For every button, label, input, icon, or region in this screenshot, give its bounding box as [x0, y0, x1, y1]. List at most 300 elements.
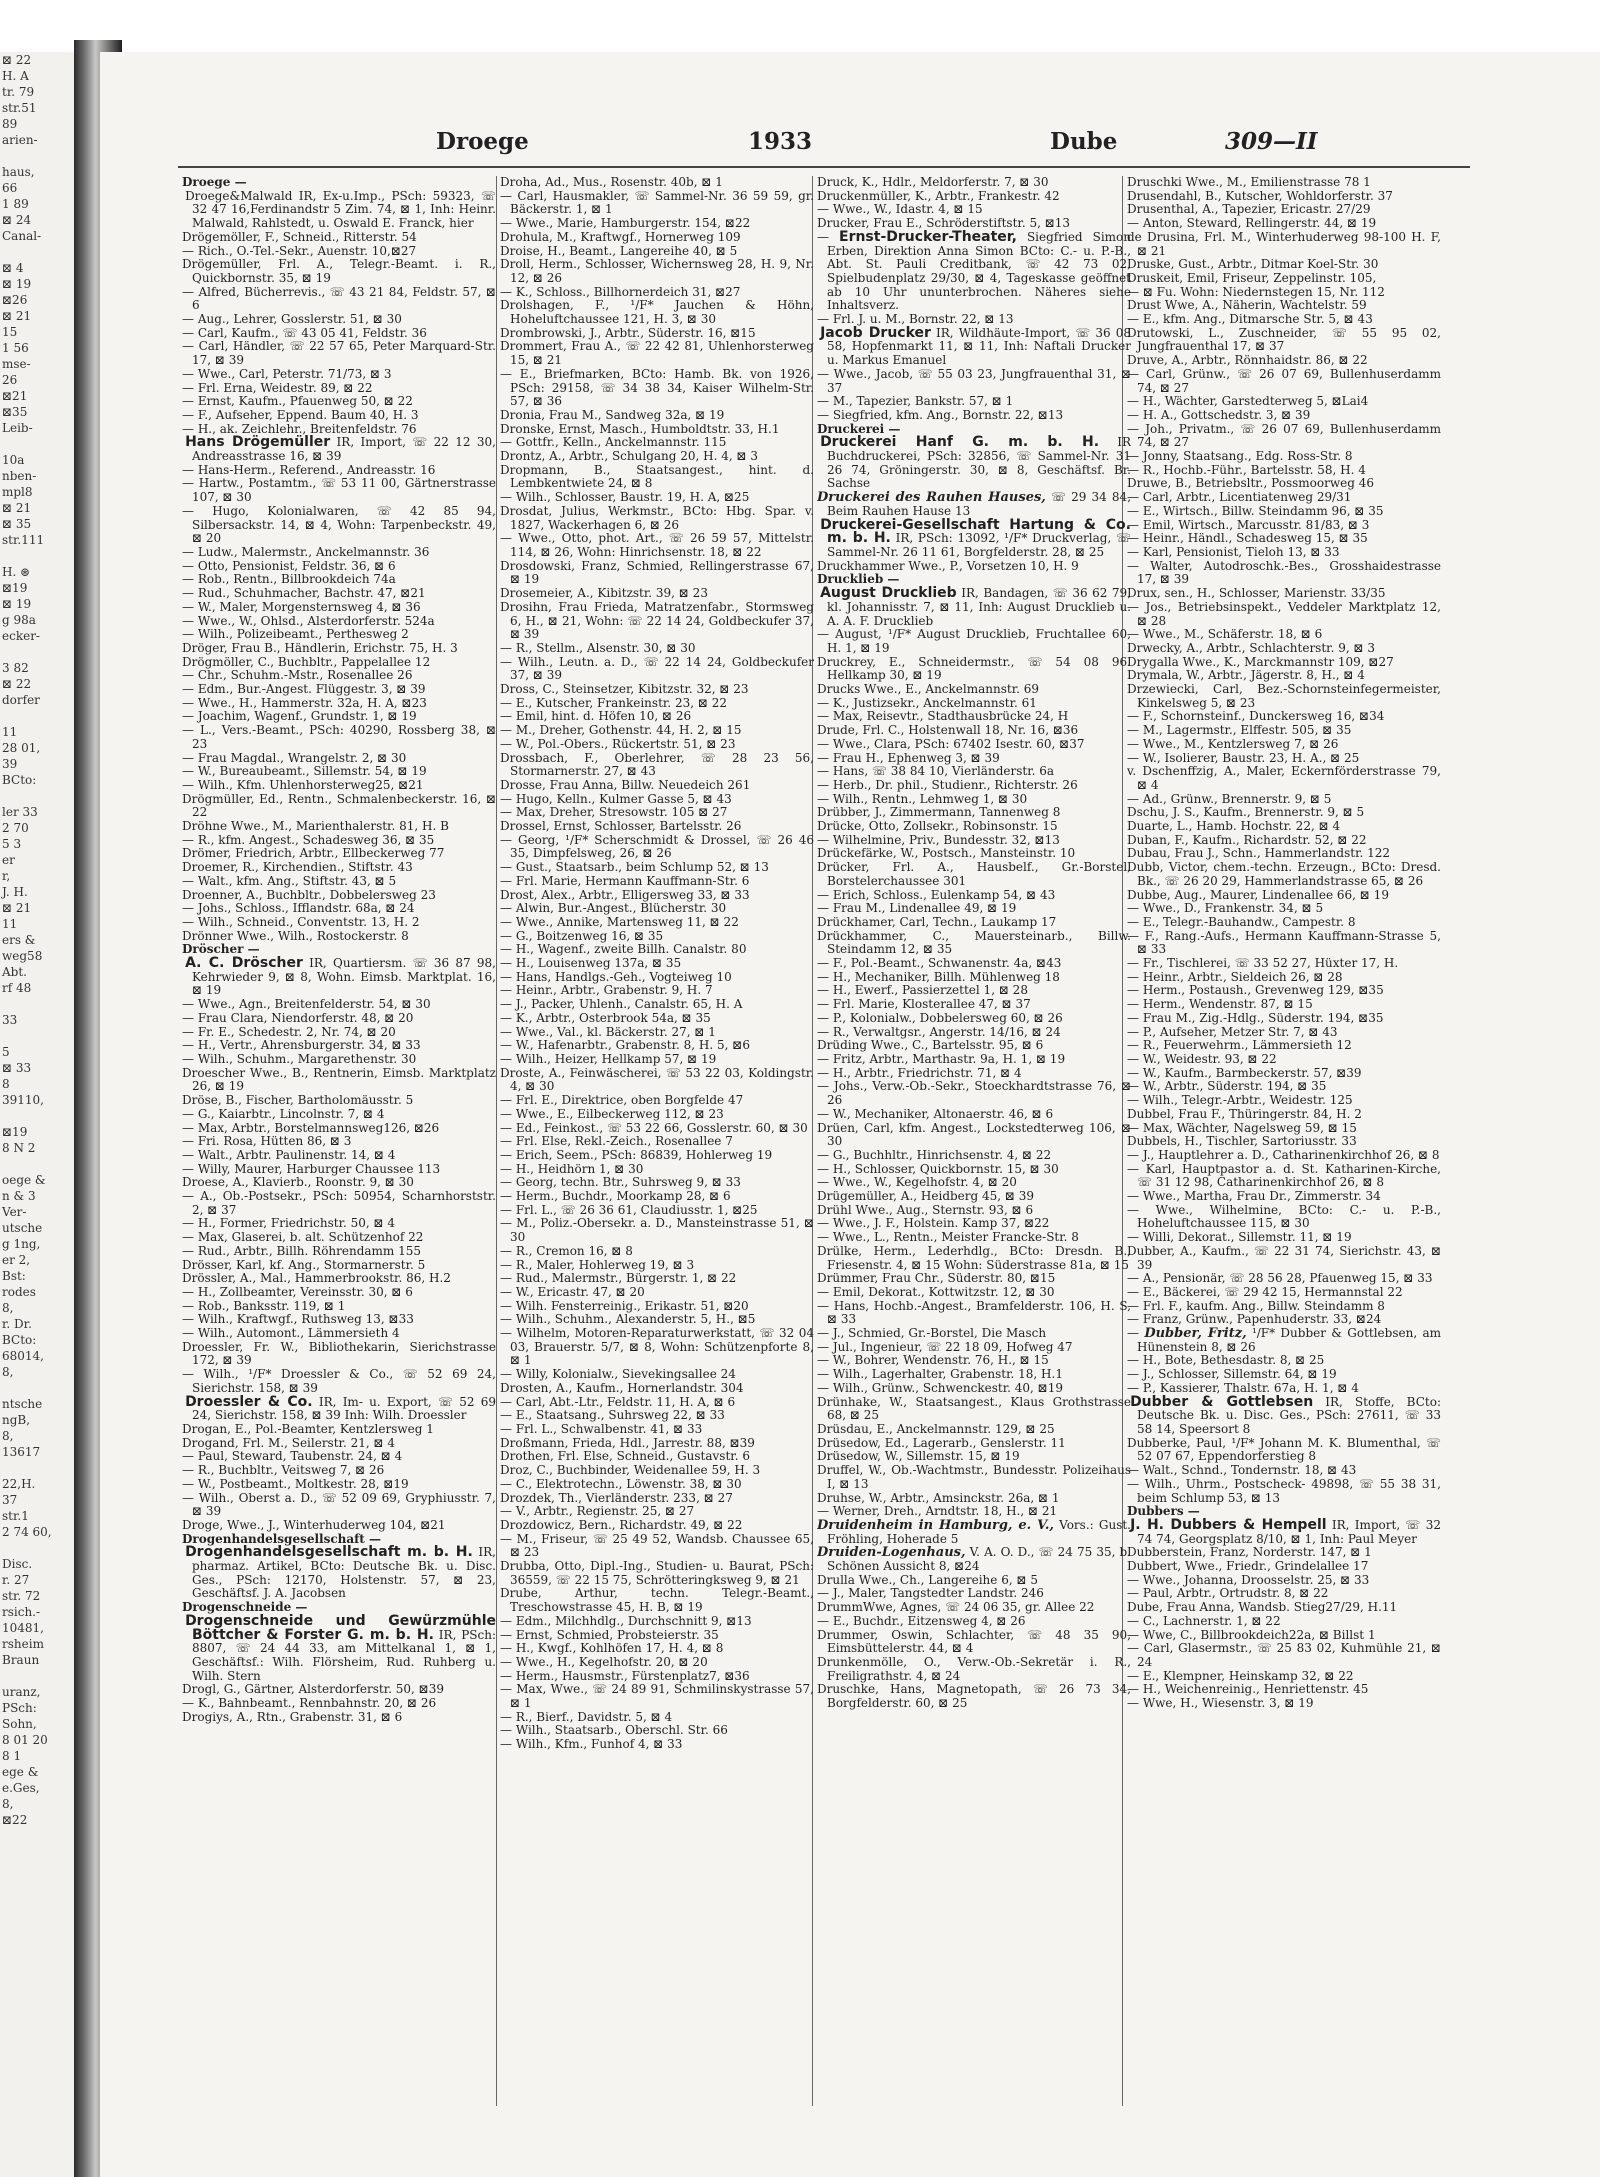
prev-page-fragment: ⊠ 33: [2, 1061, 32, 1075]
directory-entry: — Rud., Malermstr., Bürgerstr. 1, ⊠ 22: [500, 1271, 737, 1286]
directory-entry: — M., Poliz.-Obersekr. a. D., Mansteinstrasse 51, ⊠ 30: [500, 1216, 814, 1245]
prev-page-fragment: ntsche: [2, 1397, 43, 1411]
prev-page-fragment: str.1: [2, 1509, 29, 1523]
directory-entry: — Georg, techn. Btr., Suhrsweg 9, ⊠ 33: [500, 1175, 741, 1190]
prev-page-fragment: 39: [2, 757, 18, 771]
directory-entry: — Paul, Steward, Taubenstr. 24, ⊠ 4: [182, 1449, 403, 1464]
directory-entry: — Paul, Arbtr., Ortrudstr. 8, ⊠ 22: [1127, 1586, 1329, 1601]
directory-entry: — Joachim, Wagenf., Grundstr. 1, ⊠ 19: [182, 709, 417, 724]
prev-page-fragment: 10a: [2, 453, 25, 467]
directory-entry: — Frl. F., kaufm. Ang., Billw. Steindamm 8: [1127, 1298, 1385, 1313]
prev-page-fragment: weg58: [2, 949, 43, 963]
section-heading: Drogenhandelsgesellschaft —: [182, 1531, 382, 1546]
directory-entry: — H., ak. Zeichlehr., Breitenfeldstr. 76: [182, 421, 417, 436]
directory-entry: — R., Bierf., Davidstr. 5, ⊠ 4: [500, 1709, 673, 1724]
directory-entry: Drömer, Friedrich, Arbtr., Ellbeckerweg 77: [182, 846, 445, 861]
prev-page-fragment: [0, 996, 74, 1012]
directory-entry: — Herb., Dr. phil., Studienr., Richterstr. 26: [817, 777, 1078, 792]
directory-entry: — Wilh., Kraftwgf., Ruthsweg 13, ⊠33: [182, 1312, 414, 1327]
directory-entry: Droege&Malwald IR, Ex-u.Imp., PSch: 59323, ☏ 32 47 16,Ferdinandstr 5 Zim. 74, ⊠ 1, Inh: Heinr. Malwald, Rahlstedt, u. Oswald E. Franck, hier: [185, 188, 496, 231]
firm-name: Druckerei-Gesellschaft Hartung & Co. m. b. H.: [820, 516, 1131, 547]
directory-entry: Drost, Alex., Arbtr., Elligersweg 33, ⊠ 33: [500, 887, 750, 902]
directory-entry: Drückhamer, Carl, Techn., Laukamp 17: [817, 914, 1057, 929]
prev-page-fragment: e.Ges,: [2, 1781, 40, 1795]
prev-page-fragment: PSch:: [2, 1701, 37, 1715]
directory-entry: — Walter, Autodroschk.-Bes., Grosshaidestrasse 17, ⊠ 39: [1127, 558, 1441, 587]
directory-entry: — Heinr., Arbtr., Grabenstr. 9, H. 7: [500, 983, 713, 998]
prev-page-fragment: BCto:: [2, 773, 37, 787]
firm-name: Hans Drögemüller: [185, 434, 331, 451]
directory-entry: — Wilh., Uhrm., Postscheck- 49898, ☏ 55 38 31, beim Schlump 53, ⊠ 13: [1127, 1476, 1441, 1505]
directory-entry: Droßmann, Frieda, Hdl., Jarrestr. 88, ⊠39: [500, 1435, 755, 1450]
directory-entry: — Gottfr., Kelln., Anckelmannstr. 115: [500, 435, 727, 450]
directory-entry: Drüding Wwe., C., Bartelsstr. 95, ⊠ 6: [817, 1038, 1044, 1053]
prev-page-fragment: r. 27: [2, 1573, 30, 1587]
prev-page-fragment: 8,: [2, 1429, 14, 1443]
prev-page-fragment: str.111: [2, 533, 45, 547]
directory-entry: — Wwe., Johanna, Droosselstr. 25, ⊠ 33: [1127, 1572, 1370, 1587]
directory-entry: — Fri. Rosa, Hütten 86, ⊠ 3: [182, 1134, 352, 1149]
prev-page-fragment: rf 48: [2, 981, 32, 995]
directory-entry: — G., Buchhltr., Hinrichsenstr. 4, ⊠ 22: [817, 1147, 1052, 1162]
directory-entry: — Johs., Verw.-Ob.-Sekr., Stoeckhardtstrasse 76, ⊠ 26: [817, 1079, 1131, 1108]
directory-entry: — Gust., Staatsarb., beim Schlump 52, ⊠ 13: [500, 860, 769, 875]
directory-entry: — Karl, Hauptpastor a. d. St. Katharinen-Kirche, ☏ 31 12 98, Catharinenkirchhof 26, ⊠ 8: [1127, 1161, 1441, 1190]
directory-entry: — A., Pensionär, ☏ 28 56 28, Pfauenweg 15, ⊠ 33: [1127, 1271, 1433, 1286]
prev-page-fragment: Ver-: [2, 1205, 27, 1219]
directory-entry: Drüsdau, E., Anckelmannstr. 129, ⊠ 25: [817, 1421, 1055, 1436]
directory-entry: Droessler, Fr. W., Bibliothekarin, Sierichstrasse 172, ⊠ 39: [182, 1339, 496, 1368]
directory-entry: — Willy, Maurer, Harburger Chaussee 113: [182, 1161, 441, 1176]
directory-entry: — Werner, Dreh., Arndtstr. 18, H., ⊠ 21: [817, 1504, 1058, 1519]
directory-entry: — Emil, Wirtsch., Marcusstr. 81/83, ⊠ 3: [1127, 517, 1370, 532]
directory-entry: — Otto, Pensionist, Feldstr. 36, ⊠ 6: [182, 558, 396, 573]
directory-entry: — Jos., Betriebsinspekt., Veddeler Marktplatz 12, ⊠ 28: [1127, 599, 1441, 628]
directory-entry: Druckhammer Wwe., P., Vorsetzen 10, H. 9: [817, 558, 1079, 573]
directory-entry: — W., Isolierer, Baustr. 23, H. A., ⊠ 25: [1127, 750, 1360, 765]
directory-entry: — Wilh., Automont., Lämmersieth 4: [182, 1326, 400, 1341]
prev-page-fragment: tr. 79: [2, 85, 35, 99]
prev-page-fragment: BCto:: [2, 1333, 37, 1347]
prev-page-fragment: ⊠26: [2, 293, 28, 307]
directory-entry: — Wilh., Kfm. Uhlenhorsterweg25, ⊠21: [182, 777, 424, 792]
directory-entry: — Wwe., E., Eilbeckerweg 112, ⊠ 23: [500, 1106, 724, 1121]
directory-entry: Drogiys, A., Rtn., Grabenstr. 31, ⊠ 6: [182, 1709, 403, 1724]
directory-entry: — Frl. E., Direktrice, oben Borgfelde 47: [500, 1093, 744, 1108]
directory-entry: Druhse, W., Arbtr., Amsinckstr. 26a, ⊠ 1: [817, 1490, 1060, 1505]
directory-entry: Druckerei des Rauhen Hauses, ☏ 29 34 84, Beim Rauhen Hause 13: [817, 490, 1131, 518]
directory-entry: — Hans, ☏ 38 84 10, Vierländerstr. 6a: [817, 764, 1055, 779]
directory-entry: Droescher Wwe., B., Rentnerin, Eimsb. Marktplatz 26, ⊠ 19: [182, 1065, 496, 1094]
directory-entry: — ⊠ Fu. Wohn: Niedernstegen 15, Nr. 112: [1127, 284, 1385, 299]
prev-page-fragment: er: [2, 853, 15, 867]
directory-entry: Droha, Ad., Mus., Rosenstr. 40b, ⊠ 1: [500, 176, 723, 189]
prev-page-fragment: [0, 548, 74, 564]
directory-entry: — Wwe., Martha, Frau Dr., Zimmerstr. 34: [1127, 1189, 1381, 1204]
prev-page-fragment: ⊠ 19: [2, 277, 32, 291]
directory-entry: Drückhammer, C., Mauersteinarb., Billw. Steindamm 12, ⊠ 35: [817, 928, 1131, 957]
directory-entry: — J., Maler, Tangstedter Landstr. 246: [817, 1586, 1044, 1601]
directory-entry: — Frau M., Lindenallee 49, ⊠ 19: [817, 901, 1017, 916]
directory-entry: Dronske, Ernst, Masch., Humboldtstr. 33, H.1: [500, 421, 780, 436]
directory-entry: — F., Rang.-Aufs., Hermann Kauffmann-Strasse 5, ⊠ 33: [1127, 928, 1441, 957]
directory-entry: — Erich, Seem., PSch: 86839, Hohlerweg 19: [500, 1147, 773, 1162]
directory-entry: Drössler, A., Mal., Hammerbrookstr. 86, H.2: [182, 1271, 451, 1286]
directory-entry: — Wilh., Leutn. a. D., ☏ 22 14 24, Goldbeckufer 37, ⊠ 39: [500, 654, 814, 683]
directory-entry: — Hans-Herm., Referend., Andreasstr. 16: [182, 462, 436, 477]
directory-entry: — W., Hafenarbtr., Grabenstr. 8, H. 5, ⊠6: [500, 1038, 750, 1053]
directory-entry: de Drusina, Frl. M., Winterhuderweg 98-100 H. F, ⊠ 21: [1127, 229, 1441, 258]
directory-entry: — V., Arbtr., Regienstr. 25, ⊠ 27: [500, 1504, 695, 1519]
firm-name: August Drucklieb: [820, 585, 957, 602]
directory-entry: Drux, sen., H., Schlosser, Marienstr. 33/35: [1127, 586, 1386, 601]
directory-entry: — Frl. Else, Rekl.-Zeich., Rosenallee 7: [500, 1134, 733, 1149]
directory-entry: — Hugo, Kolonialwaren, ☏ 42 85 94, Silbersackstr. 14, ⊠ 4, Wohn: Tarpenbeckstr. 49, ⊠ 20: [182, 503, 496, 546]
directory-entry: — J., Schmied, Gr.-Borstel, Die Masch: [817, 1326, 1047, 1341]
directory-entry: — Carl, Arbtr., Licentiatenweg 29/31: [1127, 490, 1352, 505]
directory-entry: — Herm., Wendenstr. 87, ⊠ 15: [1127, 997, 1313, 1012]
prev-page-fragment: 3 82: [2, 661, 29, 675]
directory-entry: — Rud., Arbtr., Billh. Röhrendamm 155: [182, 1243, 422, 1258]
directory-entry: — M., Tapezier, Bankstr. 57, ⊠ 1: [817, 394, 1014, 409]
directory-entry: Dubber & Gottlebsen IR, Stoffe, BCto: Deutsche Bk. u. Disc. Ges., PSch: 27611, ☏ 33 58 14, Speersort 8: [1130, 1393, 1441, 1436]
prev-page-fragment: uranz,: [2, 1685, 41, 1699]
directory-entry: — Chr., Schuhm.-Mstr., Rosenallee 26: [182, 668, 413, 683]
directory-entry: — F., Pol.-Beamt., Schwanenstr. 4a, ⊠43: [817, 956, 1062, 971]
directory-entry: Druschke, Hans, Magnetopath, ☏ 26 73 34, Borgfelderstr. 60, ⊠ 25: [817, 1682, 1131, 1711]
prev-page-fragment: 1 89: [2, 197, 29, 211]
directory-entry: Drögmüller, Ed., Rentn., Schmalenbeckerstr. 16, ⊠ 22: [182, 791, 496, 820]
directory-entry: Dross, C., Steinsetzer, Kibitzstr. 32, ⊠ 23: [500, 682, 749, 697]
directory-entry: Drontz, A., Arbtr., Schulgang 20, H. 4, ⊠ 3: [500, 449, 759, 464]
directory-entry: — Max, Dreher, Stresowstr. 105 ⊠ 27: [500, 805, 728, 820]
directory-entry: — W., Maler, Morgensternsweg 4, ⊠ 36: [182, 599, 421, 614]
directory-entry: — Wilh. Fensterreinig., Erikastr. 51, ⊠20: [500, 1298, 749, 1313]
directory-entry: — H., Louisenweg 137a, ⊠ 35: [500, 956, 682, 971]
directory-entry: — Wilh., Schuhm., Margarethenstr. 30: [182, 1052, 417, 1066]
prev-page-fragment: [0, 708, 74, 724]
directory-entry: — R., Hochb.-Führ., Bartelsstr. 58, H. 4: [1127, 462, 1366, 477]
directory-entry: — Heinr., Händl., Schadesweg 15, ⊠ 35: [1127, 531, 1368, 546]
prev-page-fragment: 8 1: [2, 1749, 22, 1763]
directory-entry: Drogenschneide und Gewürzmühle Böttcher & Forster G. m. b. H. IR, PSch: 8807, ☏ 24 44 33, am Mittelkanal 1, ⊠ 1, Geschäftsf.: Wilh. Flörsheim, Rud. Ruhberg u. Wilh. Stern: [185, 1612, 496, 1683]
directory-entry: — Carl, Händler, ☏ 22 57 65, Peter Marquard-Str. 17, ⊠ 39: [182, 339, 496, 368]
directory-entry: Drüen, Carl, kfm. Angest., Lockstedterweg 106, ⊠ 30: [817, 1120, 1131, 1149]
directory-entry: — E., Staatsang., Suhrsweg 22, ⊠ 33: [500, 1408, 725, 1423]
prev-page-fragment: 8,: [2, 1301, 14, 1315]
directory-entry: — Herm., Buchdr., Moorkamp 28, ⊠ 6: [500, 1189, 731, 1204]
prev-page-fragment: [0, 1028, 74, 1044]
directory-entry: Dschu, J. S., Kaufm., Brennerstr. 9, ⊠ 5: [1127, 805, 1365, 820]
directory-entry: — Carl, Grünw., ☏ 26 07 69, Bullenhuserdamm 74, ⊠ 27: [1127, 366, 1441, 395]
directory-entry: — W., Kaufm., Barmbeckerstr. 57, ⊠39: [1127, 1065, 1362, 1080]
directory-entry: Drutowski, L., Zuschneider, ☏ 55 95 02, Jungfrauenthal 17, ⊠ 37: [1127, 325, 1441, 354]
directory-entry: — F., Aufseher, Eppend. Baum 40, H. 3: [182, 407, 419, 422]
page-header: [180, 128, 1560, 164]
prev-page-fragment: n & 3: [2, 1189, 36, 1203]
directory-entry: Druffel, W., Ob.-Wachtmstr., Bundesstr. Polizeihaus I, ⊠ 13: [817, 1463, 1131, 1491]
directory-entry: Droenner, A., Buchbltr., Dobbelersweg 23: [182, 887, 436, 902]
directory-entry: — Frl. J. u. M., Bornstr. 22, ⊠ 13: [817, 312, 1014, 327]
prev-page-fragment: Leib-: [2, 421, 33, 435]
directory-entry: — H., Wächter, Garstedterweg 5, ⊠Lai4: [1127, 394, 1369, 409]
prev-page-fragment: [0, 788, 74, 804]
section-heading: Dröscher —: [182, 942, 260, 957]
directory-entry: Droz, C., Buchbinder, Weidenallee 59, H. 3: [500, 1463, 761, 1478]
directory-entry: — Wwe., L., Rentn., Meister Francke-Str. 8: [817, 1230, 1079, 1245]
directory-entry: — Hans, Hochb.-Angest., Bramfelderstr. 106, H. S, ⊠ 33: [817, 1298, 1131, 1327]
firm-name: A. C. Dröscher: [185, 955, 303, 972]
directory-entry: — Wwe., M., Schäferstr. 18, ⊠ 6: [1127, 627, 1323, 642]
directory-entry: J. H. Dubbers & Hempell IR, Import, ☏ 32 74 74, Georgsplatz 8/10, ⊠ 1, Inh: Paul Meyer: [1130, 1516, 1441, 1546]
directory-entry: Drummer, Oswin, Schlachter, ☏ 48 35 90, Eimsbüttelerstr. 44, ⊠ 4: [817, 1627, 1131, 1656]
directory-entry: — Fritz, Arbtr., Marthastr. 9a, H. 1, ⊠ 19: [817, 1052, 1066, 1066]
prev-page-fragment: [0, 436, 74, 452]
prev-page-fragment: ⊠ 22: [2, 677, 32, 691]
prev-page-fragment: ⊠ 21: [2, 901, 32, 915]
directory-entry: Drozdowicz, Bern., Richardstr. 49, ⊠ 22: [500, 1517, 743, 1532]
directory-entry: — Wilhelmine, Priv., Bundesstr. 32, ⊠13: [817, 832, 1060, 847]
directory-entry: — R., kfm. Angest., Schadesweg 36, ⊠ 35: [182, 832, 435, 847]
directory-entry: — Alwin, Bur.-Angest., Blücherstr. 30: [500, 901, 727, 916]
prev-page-fragment: ⊠ 4: [2, 261, 24, 275]
firm-name: Droessler & Co.: [185, 1393, 313, 1410]
directory-entry: Droge, Wwe., J., Winterhuderweg 104, ⊠21: [182, 1517, 446, 1532]
directory-entry: Duarte, L., Hamb. Hochstr. 22, ⊠ 4: [1127, 819, 1341, 834]
directory-entry: — A., Ob.-Postsekr., PSch: 50954, Scharnhorststr. 2, ⊠ 37: [182, 1189, 496, 1217]
directory-entry: — Georg, ¹/F* Scherschmidt & Drossel, ☏ 26 46 35, Dimpfelsweg, 26, ⊠ 26: [500, 832, 814, 861]
directory-entry: A. C. Dröscher IR, Quartiersm. ☏ 36 87 98, Kehrwieder 9, ⊠ 8, Wohn. Eimsb. Marktplat. 16, ⊠ 19: [185, 955, 496, 998]
prev-page-fragment: ⊠ 19: [2, 597, 32, 611]
directory-entry: Druske, Gust., Arbtr., Ditmar Koel-Str. 30: [1127, 257, 1379, 272]
prev-page-fragment: 8: [2, 1077, 10, 1091]
directory-entry: Druskeit, Emil, Friseur, Zeppelinstr. 105,: [1127, 270, 1377, 285]
directory-entry: — H., Mechaniker, Billh. Mühlenweg 18: [817, 969, 1060, 984]
directory-entry: — Carl, Hausmakler, ☏ Sammel-Nr. 36 59 59, gr. Bäckerstr. 1, ⊠ 1: [500, 188, 814, 217]
directory-entry: Dubbel, Frau F., Thüringerstr. 84, H. 2: [1127, 1106, 1362, 1121]
directory-entry: Dubb, Victor, chem.-techn. Erzeugn., BCto: Dresd. Bk., ☏ 26 20 29, Hammerlandstrasse 65, ⊠ 26: [1127, 860, 1441, 888]
directory-entry: Drosdowski, Franz, Schmied, Rellingerstrasse 67, ⊠ 19: [500, 558, 814, 587]
directory-entry: Droemer, R., Kirchendien., Stiftstr. 43: [182, 860, 413, 875]
directory-entry: Duban, F., Kaufm., Richardstr. 52, ⊠ 22: [1127, 832, 1367, 847]
prev-page-fragment: mpl8: [2, 485, 33, 499]
previous-page-edge: [0, 52, 74, 2177]
directory-entry: — G., Boitzenweg 16, ⊠ 35: [500, 928, 664, 943]
prev-page-fragment: mse-: [2, 357, 31, 371]
section-heading: Dubbers —: [1127, 1504, 1200, 1519]
directory-entry: — Wilh., Lagerhalter, Grabenstr. 18, H.1: [817, 1367, 1063, 1382]
directory-entry: Dubau, Frau J., Schn., Hammerlandstr. 122: [1127, 846, 1391, 861]
directory-entry: Droll, Herm., Schlosser, Wichernsweg 28, H. 9, Nr. 12, ⊠ 26: [500, 257, 814, 285]
featured-name: Druiden-Logenhaus,: [817, 1545, 966, 1561]
directory-entry: Drübber, J., Zimmermann, Tannenweg 8: [817, 805, 1061, 820]
directory-entry: Drögemüller, Frl. A., Telegr.-Beamt. i. R., Quickbornstr. 35, ⊠ 19: [182, 257, 496, 285]
directory-entry: Dropmann, B., Staatsangest., hint. d. Lembkentwiete 24, ⊠ 8: [500, 462, 814, 491]
directory-entry: Drückefärke, W., Postsch., Mansteinstr. 10: [817, 846, 1076, 861]
directory-entry: — Edm., Milchhdlg., Durchschnitt 9, ⊠13: [500, 1613, 752, 1628]
directory-entry: — E., Briefmarken, BCto: Hamb. Bk. von 1926, PSch: 29158, ☏ 34 38 34, Kaiser Wilhelm-Str. 57, ⊠ 36: [500, 366, 814, 409]
directory-entry: — Wwe., Carl, Peterstr. 71/73, ⊠ 3: [182, 366, 392, 381]
directory-entry: — Willy, Kolonialw., Sievekingsallee 24: [500, 1367, 736, 1382]
prev-page-fragment: ers &: [2, 933, 36, 947]
prev-page-fragment: 39110,: [2, 1093, 44, 1107]
directory-entry: Drzewiecki, Carl, Bez.-Schornsteinfegermeister, Kinkelsweg 5, ⊠ 23: [1127, 682, 1441, 710]
directory-entry: Dubberke, Paul, ¹/F* Johann M. K. Blumenthal, ☏ 52 07 67, Eppendorferstieg 8: [1127, 1435, 1441, 1464]
directory-entry: — Siegfried, kfm. Ang., Bornstr. 22, ⊠13: [817, 407, 1064, 422]
directory-entry: — Fr. E., Schedestr. 2, Nr. 74, ⊠ 20: [182, 1024, 396, 1039]
directory-entry: — M., Dreher, Gothenstr. 44, H. 2, ⊠ 15: [500, 723, 742, 738]
directory-entry: — Heinr., Arbtr., Sieldeich 26, ⊠ 28: [1127, 969, 1343, 984]
directory-entry: — Wwe., Clara, PSch: 67402 Isestr. 60, ⊠37: [817, 736, 1085, 751]
directory-entry: Drülke, Herm., Lederhdlg., BCto: Dresdn. B., Friesenstr. 4, ⊠ 15 Wohn: Süderstrasse 81a, ⊠ 15: [817, 1243, 1131, 1272]
prev-page-fragment: [0, 148, 74, 164]
directory-entry: — Emil, Dekorat., Kottwitzstr. 12, ⊠ 30: [817, 1284, 1055, 1299]
directory-entry: Druve, A., Arbtr., Rönnhaidstr. 86, ⊠ 22: [1127, 353, 1368, 368]
directory-entry: — Wwe., Annike, Martensweg 11, ⊠ 22: [500, 914, 739, 929]
directory-entry: — M., Lagermstr., Elffestr. 505, ⊠ 35: [1127, 723, 1352, 738]
directory-entry: — H., Bote, Bethesdastr. 8, ⊠ 25: [1127, 1353, 1325, 1368]
prev-page-fragment: 11: [2, 917, 18, 931]
prev-page-fragment: Sohn,: [2, 1717, 37, 1731]
directory-entry: — R., Verwaltgsr., Angerstr. 14/16, ⊠ 24: [817, 1024, 1061, 1039]
directory-entry: Drogenhandelsgesellschaft m. b. H. IR, pharmaz. Artikel, BCto: Deutsche Bk. u. Disc. Ges., PSch: 12170, Holstenstr. 57, ⊠ 23, Geschäftsf. J. A. Jacobsen: [185, 1544, 496, 1601]
directory-entry: Dröhne Wwe., M., Marienthalerstr. 81, H. B: [182, 819, 449, 834]
directory-entry: Drosihn, Frau Frieda, Matratzenfabr., Stormsweg 6, H., ⊠ 21, Wohn: ☏ 22 14 24, Goldbeckufer 37, ⊠ 39: [500, 599, 814, 642]
directory-entry: — Rob., Banksstr. 119, ⊠ 1: [182, 1298, 346, 1313]
directory-entry: — Walt., kfm. Ang., Stiftstr. 43, ⊠ 5: [182, 873, 397, 888]
directory-entry: — H., Wagenf., zweite Billh. Canalstr. 80: [500, 942, 747, 957]
prev-page-fragment: 10481,: [2, 1621, 44, 1635]
directory-entry: — W., Weidestr. 93, ⊠ 22: [1127, 1052, 1277, 1066]
prev-page-fragment: ⊠ 21: [2, 501, 32, 515]
directory-entry: — Ernst, Kaufm., Pfauenweg 50, ⊠ 22: [182, 394, 413, 409]
directory-entry: Drusenthal, A., Tapezier, Ericastr. 27/29: [1127, 202, 1371, 217]
directory-entry: — E., kfm. Ang., Ditmarsche Str. 5, ⊠ 43: [1127, 312, 1373, 327]
directory-entry: Drosse, Frau Anna, Billw. Neuedeich 261: [500, 777, 751, 792]
prev-page-fragment: 89: [2, 117, 18, 131]
firm-name: J. H. Dubbers & Hempell: [1130, 1516, 1327, 1533]
prev-page-fragment: ⊠19: [2, 581, 28, 595]
directory-entry: — W., Postbeamt., Moltkestr. 28, ⊠19: [182, 1476, 409, 1491]
directory-entry: Drosemeier, A., Kibitzstr. 39, ⊠ 23: [500, 586, 708, 601]
directory-entry: — Herm., Postaush., Grevenweg 129, ⊠35: [1127, 983, 1384, 998]
directory-entry: — P., Aufseher, Metzer Str. 7, ⊠ 43: [1127, 1024, 1338, 1039]
directory-entry: Dubberstein, Franz, Norderstr. 147, ⊠ 1: [1127, 1545, 1372, 1560]
prev-page-fragment: Braun: [2, 1653, 40, 1667]
directory-entry: — Wwe., M., Kentzlersweg 7, ⊠ 26: [1127, 736, 1339, 751]
directory-entry: Dronia, Frau M., Sandweg 32a, ⊠ 19: [500, 407, 725, 422]
header-page-number: 309—II: [1225, 128, 1318, 155]
header-last-name: Dube: [1050, 128, 1118, 155]
directory-entry: — Max, Wächter, Nagelsweg 59, ⊠ 15: [1127, 1120, 1357, 1135]
prev-page-fragment: ege &: [2, 1765, 39, 1779]
directory-entry: Drogl, G., Gärtner, Alsterdorferstr. 50, ⊠39: [182, 1682, 445, 1697]
prev-page-fragment: [0, 1668, 74, 1684]
prev-page-fragment: rodes: [2, 1285, 36, 1299]
directory-entry: — Dubber, Fritz, ¹/F* Dubber & Gottlebsen, am Hünenstein 8, ⊠ 26: [1127, 1326, 1441, 1354]
directory-entry: Drönner Wwe., Wilh., Rostockerstr. 8: [182, 928, 409, 943]
directory-entry: — Ludw., Malermstr., Anckelmannstr. 36: [182, 544, 430, 559]
directory-entry: Drygalla Wwe., K., Marckmannstr 109, ⊠27: [1127, 654, 1394, 669]
prev-page-fragment: H. A: [2, 69, 29, 83]
directory-entry: — H., Vertr., Ahrensburgerstr. 34, ⊠ 33: [182, 1038, 421, 1053]
directory-entry: Drusendahl, B., Kutscher, Wohldorferstr. 37: [1127, 188, 1393, 203]
prev-page-fragment: [0, 1460, 74, 1476]
prev-page-fragment: er 2,: [2, 1253, 31, 1267]
prev-page-fragment: ⊠ 24: [2, 213, 32, 227]
directory-entry: — Alfred, Bücherrevis., ☏ 43 21 84, Feldstr. 57, ⊠ 6: [182, 284, 496, 313]
directory-entry: Druck, K., Hdlr., Meldorferstr. 7, ⊠ 30: [817, 176, 1049, 189]
header-first-name: Droege: [436, 128, 529, 155]
directory-entry: Hans Drögemüller IR, Import, ☏ 22 12 30, Andreasstrasse 16, ⊠ 39: [185, 434, 496, 464]
directory-entry: — H., Weichenreinig., Henriettenstr. 45: [1127, 1682, 1369, 1697]
directory-entry: — Max, Arbtr., Borstelmannsweg126, ⊠26: [182, 1120, 440, 1135]
directory-entry: — Wilh., Telegr.-Arbtr., Weidestr. 125: [1127, 1093, 1353, 1108]
directory-entry: — J., Packer, Uhlenh., Canalstr. 65, H. A: [500, 997, 743, 1012]
directory-entry: — Jul., Ingenieur, ☏ 22 18 09, Hofweg 47: [817, 1339, 1073, 1354]
directory-entry: — Edm., Bur.-Angest. Flüggestr. 3, ⊠ 39: [182, 682, 426, 697]
directory-entry: — Johs., Schloss., Ifflandstr. 68a, ⊠ 24: [182, 901, 415, 916]
directory-entry: — Wilh., Oberst a. D., ☏ 52 09 69, Gryphiusstr. 7, ⊠ 39: [182, 1490, 496, 1519]
directory-entry: — K., Schloss., Billhornerdeich 31, ⊠27: [500, 284, 741, 299]
prev-page-fragment: H. ⊛: [2, 565, 31, 579]
directory-entry: Druckerei Hanf G. m. b. H. IR Buchdruckerei, PSch: 32856, ☏ Sammel-Nr. 31 26 74, Gröningerstr. 30, ⊠ 8, Geschäftsf. Br. Sachse: [820, 434, 1131, 491]
directory-entry: — Wilh., Staatsarb., Oberschl. Str. 66: [500, 1723, 728, 1738]
prev-page-fragment: ecker-: [2, 629, 40, 643]
directory-entry: — H. A., Gottschedstr. 3, ⊠ 39: [1127, 407, 1311, 422]
directory-entry: — L., Vers.-Beamt., PSch: 40290, Rossberg 38, ⊠ 23: [182, 723, 496, 751]
directory-entry: — Ed., Feinkost., ☏ 53 22 66, Gosslerstr. 60, ⊠ 30: [500, 1120, 808, 1135]
directory-entry: — C., Lachnerstr. 1, ⊠ 22: [1127, 1613, 1281, 1628]
directory-entry: Drümmer, Frau Chr., Süderstr. 80, ⊠15: [817, 1271, 1056, 1286]
directory-entry: — Hugo, Kelln., Kulmer Gasse 5, ⊠ 43: [500, 791, 732, 806]
directory-entry: — E., Telegr.-Bauhandw., Campestr. 8: [1127, 914, 1356, 929]
directory-entry: — R., Stellm., Alsenstr. 30, ⊠ 30: [500, 640, 696, 655]
directory-entry: v. Dschenffzig, A., Maler, Eckernförderstrasse 79, ⊠ 4: [1127, 764, 1441, 792]
directory-entry: Droessler & Co. IR, Im- u. Export, ☏ 52 69 24, Sierichstr. 158, ⊠ 39 Inh: Wilh. Droessler: [185, 1393, 496, 1423]
directory-entry: — E., Klempner, Heinskamp 32, ⊠ 22: [1127, 1668, 1354, 1683]
directory-entry: Drulla Wwe., Ch., Langereihe 6, ⊠ 5: [817, 1572, 1038, 1587]
prev-page-fragment: 66: [2, 181, 18, 195]
directory-entry: Drossbach, F., Oberlehrer, ☏ 28 23 56, Stormarnerstr. 27, ⊠ 43: [500, 750, 814, 779]
directory-entry: — Fr., Tischlerei, ☏ 33 52 27, Hüxter 17, H.: [1127, 956, 1399, 971]
prev-page-fragment: ler 33: [2, 805, 38, 819]
directory-entry: — H., Heidhörn 1, ⊠ 30: [500, 1161, 644, 1176]
directory-entry: — Wwe., Marie, Hamburgerstr. 154, ⊠22: [500, 216, 751, 231]
firm-name: Drogenschneide und Gewürzmühle Böttcher & Forster G. m. b. H.: [185, 1612, 496, 1643]
prev-page-fragment: 13617: [2, 1445, 41, 1459]
directory-entry: — Wilh., Heizer, Hellkamp 57, ⊠ 19: [500, 1052, 717, 1066]
prev-page-fragment: rsheim: [2, 1637, 44, 1651]
prev-page-fragment: r. Dr.: [2, 1317, 32, 1331]
directory-entry: — Frl. Erna, Weidestr. 89, ⊠ 22: [182, 380, 373, 395]
directory-entry: — Ernst-Drucker-Theater, Siegfried Simon Erben, Direktion Anna Simon BCto: C.- u. P.-B., Abt. St. Pauli Creditbank, ☏ 42 73 02, Spielbudenplatz 29/30, ⊠ 4, Tageskasse geöffnet ab 10 Uhr ununterbrochen. Näheres siehe Inhaltsverz.: [817, 228, 1131, 313]
firm-name: Druckerei Hanf G. m. b. H.: [820, 434, 1100, 451]
featured-name: Druidenheim in Hamburg, e. V.,: [817, 1517, 1054, 1533]
directory-entry: Droise, H., Beamt., Langereihe 40, ⊠ 5: [500, 243, 738, 258]
prev-page-fragment: 28 01,: [2, 741, 41, 755]
directory-entry: Drucker, Frau E., Schröderstiftstr. 5, ⊠13: [817, 216, 1071, 231]
prev-page-fragment: J. H.: [2, 885, 28, 899]
firm-name: Dubber & Gottlebsen: [1130, 1393, 1314, 1410]
directory-entry: Dubbert, Wwe., Friedr., Grindelallee 17: [1127, 1559, 1369, 1574]
section-heading: Druckerei —: [817, 421, 901, 436]
prev-page-fragment: dorfer: [2, 693, 40, 707]
directory-entry: — Wilh., Schneid., Conventstr. 13, H. 2: [182, 914, 420, 929]
directory-entry: — Carl, Glasermstr., ☏ 25 83 02, Kuhmühle 21, ⊠ 24: [1127, 1641, 1441, 1669]
directory-entry: Drymala, W., Arbtr., Jägerstr. 8, H., ⊠ 4: [1127, 668, 1365, 683]
directory-entry: — Wwe., W., Ohlsd., Alsterdorferstr. 524a: [182, 613, 435, 628]
